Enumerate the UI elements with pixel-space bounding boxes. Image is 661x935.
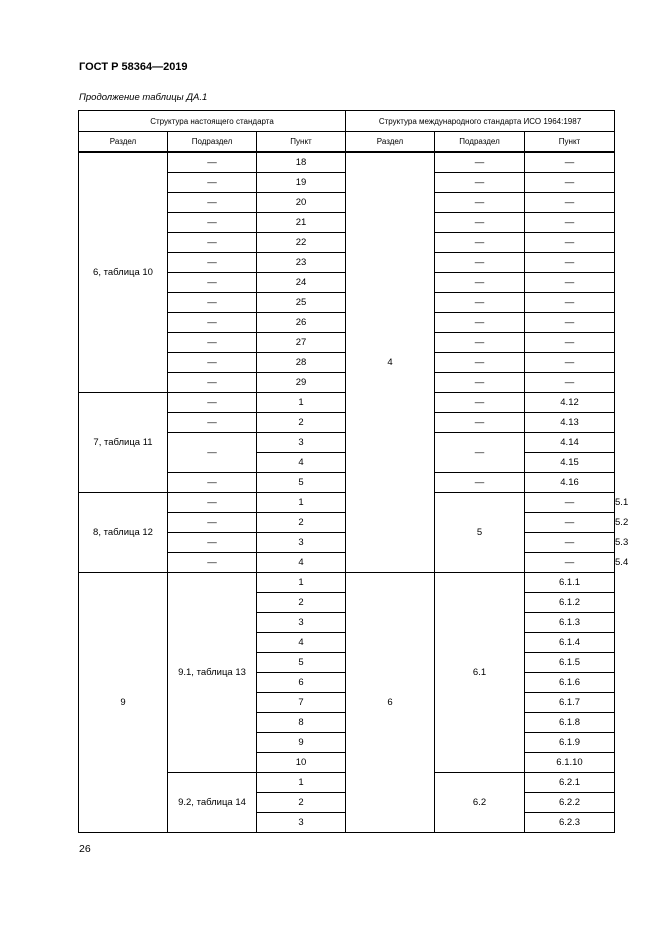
iso-punkt-cell: 6.2.1 (525, 773, 615, 793)
subsection-cell: — (168, 493, 257, 513)
punkt-cell: 28 (257, 353, 346, 373)
punkt-cell: 1 (257, 493, 346, 513)
document-id: ГОСТ Р 58364—2019 (79, 61, 188, 73)
table-row: — 3 — 5.3 (79, 533, 615, 553)
section-cell: 6, таблица 10 (79, 152, 168, 393)
iso-punkt-cell: 4.16 (525, 473, 615, 493)
iso-subsection-cell: — (435, 273, 525, 293)
punkt-cell: 19 (257, 173, 346, 193)
iso-section-cell: 4 (346, 152, 435, 573)
iso-subsection-cell: — (435, 213, 525, 233)
punkt-cell: 2 (257, 793, 346, 813)
iso-subsection-cell: — (435, 373, 525, 393)
subsection-cell: — (168, 433, 257, 473)
column-header: Подраздел (435, 132, 525, 153)
column-header: Пункт (525, 132, 615, 153)
iso-subsection-cell: — (525, 513, 615, 533)
iso-punkt-cell: 6.1.6 (525, 673, 615, 693)
table-row (79, 573, 615, 593)
punkt-cell: 6 (257, 673, 346, 693)
punkt-cell: 2 (257, 513, 346, 533)
iso-punkt-cell: 6.1.2 (525, 593, 615, 613)
subsection-cell: — (168, 513, 257, 533)
iso-subsection-cell: — (435, 333, 525, 353)
iso-punkt-cell: — (525, 313, 615, 333)
punkt-cell: 1 (257, 773, 346, 793)
iso-punkt-cell: 6.1.5 (525, 653, 615, 673)
iso-subsection-cell: — (435, 473, 525, 493)
iso-subsection-cell: — (525, 553, 615, 573)
punkt-cell: 24 (257, 273, 346, 293)
iso-subsection-cell: 6.1 (435, 573, 525, 773)
column-header: Пункт (257, 132, 346, 153)
punkt-cell: 7 (257, 693, 346, 713)
iso-section-cell: 5 (435, 493, 525, 573)
iso-punkt-cell: 6.1.1 (525, 573, 615, 593)
subsection-cell: — (168, 273, 257, 293)
subsection-cell: — (168, 313, 257, 333)
iso-subsection-cell: — (435, 173, 525, 193)
column-header: Раздел (79, 132, 168, 153)
section-cell: 9 (79, 573, 168, 833)
table-row (79, 152, 615, 173)
iso-punkt-cell: — (525, 173, 615, 193)
iso-punkt-cell: 6.1.7 (525, 693, 615, 713)
subsection-cell: — (168, 233, 257, 253)
subsection-cell: 9.2, таблица 14 (168, 773, 257, 833)
iso-section-cell: 6 (346, 573, 435, 833)
table-caption: Продолжение таблицы ДА.1 (79, 92, 208, 103)
iso-punkt-cell: 6.1.10 (525, 753, 615, 773)
punkt-cell: 4 (257, 453, 346, 473)
iso-punkt-cell: 4.14 (525, 433, 615, 453)
iso-punkt-cell: — (525, 213, 615, 233)
subsection-cell: 9.1, таблица 13 (168, 573, 257, 773)
iso-subsection-cell: — (435, 393, 525, 413)
iso-subsection-cell: — (435, 152, 525, 173)
subsection-cell: — (168, 193, 257, 213)
iso-punkt-cell: — (525, 152, 615, 173)
column-header: Подраздел (168, 132, 257, 153)
group-header-right: Структура международного стандарта ИСО 1964:1987 (346, 111, 615, 132)
punkt-cell: 25 (257, 293, 346, 313)
group-header-left: Структура настоящего стандарта (79, 111, 346, 132)
iso-subsection-cell: — (435, 413, 525, 433)
subsection-cell: — (168, 253, 257, 273)
iso-punkt-cell: 6.2.3 (525, 813, 615, 833)
punkt-cell: 20 (257, 193, 346, 213)
iso-subsection-cell: — (435, 353, 525, 373)
punkt-cell: 8 (257, 713, 346, 733)
punkt-cell: 3 (257, 533, 346, 553)
punkt-cell: 2 (257, 593, 346, 613)
iso-punkt-cell: — (525, 373, 615, 393)
column-header: Раздел (346, 132, 435, 153)
subsection-cell: — (168, 353, 257, 373)
punkt-cell: 26 (257, 313, 346, 333)
punkt-cell: 9 (257, 733, 346, 753)
iso-subsection-cell: — (435, 233, 525, 253)
section-cell: 8, таблица 12 (79, 493, 168, 573)
subsection-cell: — (168, 393, 257, 413)
table-row: — 4 — 5.4 (79, 553, 615, 573)
iso-punkt-cell: — (525, 353, 615, 373)
iso-subsection-cell: — (435, 313, 525, 333)
iso-subsection-cell: — (525, 493, 615, 513)
iso-subsection-cell: — (525, 533, 615, 553)
punkt-cell: 5 (257, 473, 346, 493)
iso-subsection-cell: — (435, 193, 525, 213)
iso-punkt-cell: 4.12 (525, 393, 615, 413)
iso-punkt-cell: 4.15 (525, 453, 615, 473)
punkt-cell: 1 (257, 393, 346, 413)
iso-punkt-cell: 6.1.3 (525, 613, 615, 633)
iso-subsection-cell: — (435, 253, 525, 273)
subsection-cell: — (168, 173, 257, 193)
punkt-cell: 18 (257, 152, 346, 173)
iso-punkt-cell: 6.1.4 (525, 633, 615, 653)
subsection-cell: — (168, 413, 257, 433)
punkt-cell: 29 (257, 373, 346, 393)
punkt-cell: 10 (257, 753, 346, 773)
punkt-cell: 3 (257, 613, 346, 633)
iso-punkt-cell: — (525, 333, 615, 353)
iso-punkt-cell: 6.1.8 (525, 713, 615, 733)
punkt-cell: 23 (257, 253, 346, 273)
correspondence-table (78, 110, 629, 833)
subsection-cell: — (168, 373, 257, 393)
punkt-cell: 4 (257, 633, 346, 653)
punkt-cell: 3 (257, 813, 346, 833)
subsection-cell: — (168, 293, 257, 313)
punkt-cell: 22 (257, 233, 346, 253)
table-group-header-row (79, 111, 615, 132)
iso-punkt-cell: 6.2.2 (525, 793, 615, 813)
punkt-cell: 1 (257, 573, 346, 593)
punkt-cell: 21 (257, 213, 346, 233)
iso-punkt-cell: — (525, 233, 615, 253)
subsection-cell: — (168, 553, 257, 573)
table-row: — 2 — 5.2 (79, 513, 615, 533)
iso-punkt-cell: 6.1.9 (525, 733, 615, 753)
punkt-cell: 2 (257, 413, 346, 433)
iso-punkt-cell: — (525, 293, 615, 313)
iso-punkt-cell: 4.13 (525, 413, 615, 433)
subsection-cell: — (168, 533, 257, 553)
iso-subsection-cell: — (435, 293, 525, 313)
section-cell: 7, таблица 11 (79, 393, 168, 493)
iso-punkt-cell: — (525, 193, 615, 213)
page-number: 26 (79, 843, 91, 855)
iso-punkt-cell: — (525, 253, 615, 273)
iso-subsection-cell: 6.2 (435, 773, 525, 833)
subsection-cell: — (168, 333, 257, 353)
punkt-cell: 27 (257, 333, 346, 353)
subsection-cell: — (168, 473, 257, 493)
punkt-cell: 4 (257, 553, 346, 573)
iso-subsection-cell: — (435, 433, 525, 473)
subsection-cell: — (168, 152, 257, 173)
table-column-header-row (79, 132, 615, 153)
iso-punkt-cell: — (525, 273, 615, 293)
punkt-cell: 3 (257, 433, 346, 453)
subsection-cell: — (168, 213, 257, 233)
punkt-cell: 5 (257, 653, 346, 673)
table-row: 8, таблица 12 — 1 5 — 5.1 (79, 493, 615, 513)
